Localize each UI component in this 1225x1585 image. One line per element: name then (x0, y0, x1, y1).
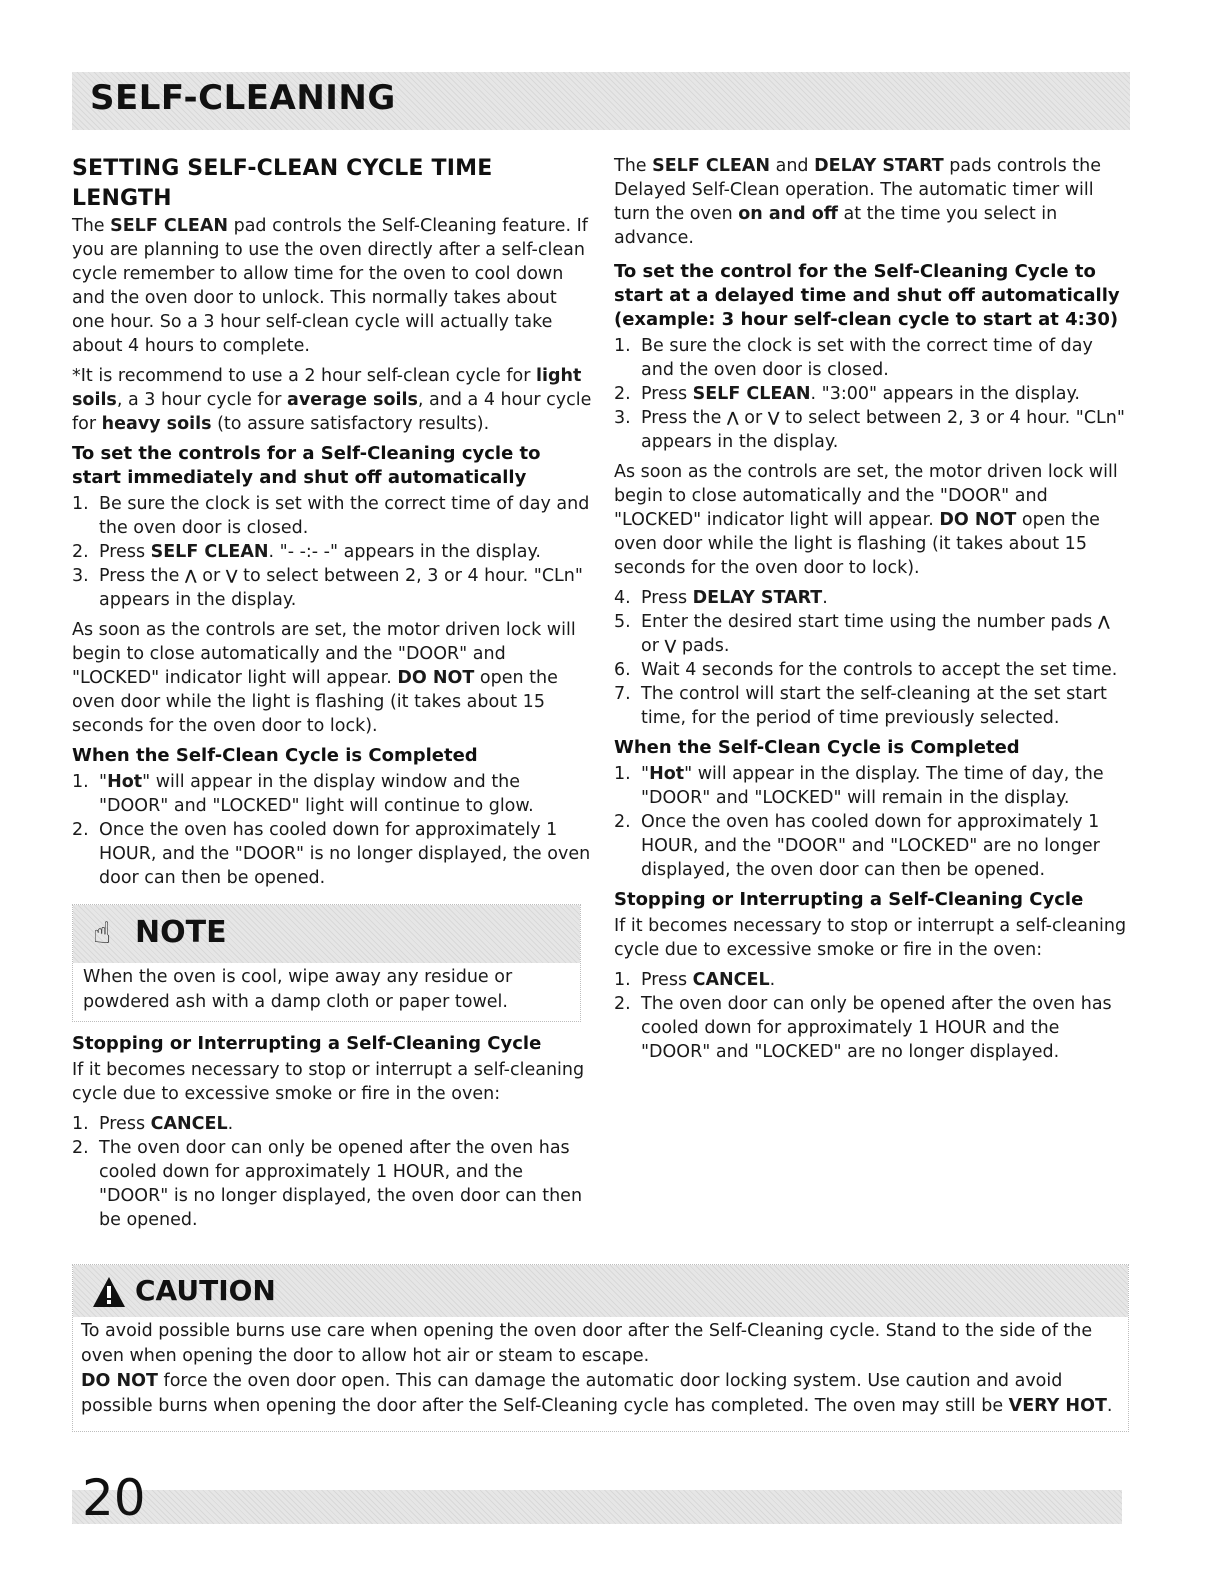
list-item: 4. Press DELAY START. (614, 588, 828, 608)
list-item: 1. "Hot" will appear in the display window and the "DOOR" and "LOCKED" light will continue to glow. (72, 772, 534, 816)
left-column (72, 154, 594, 1238)
up-arrow-icon: ⋀ (726, 410, 739, 426)
completed-steps (72, 770, 594, 890)
stopping-paragraph: If it becomes necessary to stop or interrupt a self-cleaning cycle due to excessive smoke or fire in the oven: (72, 1060, 585, 1104)
stopping-steps (72, 1112, 594, 1232)
list-item: 1. "Hot" will appear in the display. The time of day, the "DOOR" and "LOCKED" will remain in the display. (614, 764, 1104, 808)
recommend-paragraph: *It is recommend to use a 2 hour self-clean cycle for light soils, a 3 hour cycle for average soils, and a 4 hour cycle for heavy soils (to assure satisfactory results). (72, 366, 592, 434)
list-item: 2. Press SELF CLEAN. "- -:- -" appears in the display. (72, 542, 541, 562)
note-title: NOTE (135, 915, 227, 950)
down-arrow-icon: ⋁ (664, 638, 677, 654)
note-box (72, 904, 581, 1022)
section-heading: SETTING SELF-CLEAN CYCLE TIME LENGTH (72, 156, 493, 211)
warning-triangle-icon (91, 1275, 127, 1309)
intro-paragraph: The SELF CLEAN and DELAY START pads controls the Delayed Self-Clean operation. The automatic timer will turn the oven on and off at the time you select in advance. (614, 156, 1101, 248)
immediate-steps (72, 492, 594, 612)
list-item: 3. Press the ⋀ or ⋁ to select between 2, 3 or 4 hour. "CLn" appears in the display. (72, 566, 583, 610)
list-item: 2. The oven door can only be opened after the oven has cooled down for approximately 1 HOUR and the "DOOR" and "LOCKED" are no longer displayed. (614, 994, 1112, 1062)
caution-header-band (73, 1265, 1128, 1317)
right-column (614, 154, 1129, 1070)
up-arrow-icon: ⋀ (184, 568, 197, 584)
list-item: 1. Be sure the clock is set with the correct time of day and the oven door is closed. (72, 494, 590, 538)
caution-paragraph: DO NOT force the oven door open. This can damage the automatic door locking system. Use caution and avoid possible burns when opening the door after the Self-Cleaning cycle has completed. The oven may still be VERY HOT. (81, 1371, 1113, 1416)
up-arrow-icon: ⋀ (1097, 614, 1110, 630)
list-item: 1. Press CANCEL. (72, 1114, 234, 1134)
list-item: 5. Enter the desired start time using the number pads ⋀ or ⋁ pads. (614, 612, 1110, 656)
stopping-heading: Stopping or Interrupting a Self-Cleaning Cycle (72, 1033, 542, 1054)
note-text: When the oven is cool, wipe away any residue or powdered ash with a damp cloth or paper towel. (83, 967, 513, 1012)
list-item: 7. The control will start the self-cleaning at the set start time, for the period of time previously selected. (614, 684, 1107, 728)
completed-steps (614, 762, 1129, 882)
stopping-paragraph: If it becomes necessary to stop or interrupt a self-cleaning cycle due to excessive smoke or fire in the oven: (614, 916, 1127, 960)
caution-box (72, 1264, 1129, 1432)
delayed-heading: To set the control for the Self-Cleaning Cycle to start at a delayed time and shut off automatically (example: 3 hour self-clean cycle to start at 4:30) (614, 261, 1120, 330)
header-band (72, 72, 1130, 130)
completed-heading: When the Self-Clean Cycle is Completed (614, 737, 1020, 758)
lock-paragraph: As soon as the controls are set, the motor driven lock will begin to close automatically and the "DOOR" and "LOCKED" indicator light will appear. DO NOT open the oven door while the light is flashing (it takes about 15 seconds for the oven door to lock). (72, 620, 576, 736)
list-item: 1. Be sure the clock is set with the correct time of day and the oven door is closed. (614, 336, 1093, 380)
list-item: 6. Wait 4 seconds for the controls to accept the set time. (614, 660, 1118, 680)
caution-title: CAUTION (135, 1274, 276, 1307)
list-item: 2. Once the oven has cooled down for approximately 1 HOUR, and the "DOOR" is no longer displayed, the oven door can then be opened. (72, 820, 591, 888)
list-item: 3. Press the ⋀ or ⋁ to select between 2, 3 or 4 hour. "CLn" appears in the display. (614, 408, 1125, 452)
stopping-steps (614, 968, 1129, 1064)
page-title: SELF-CLEANING (90, 78, 396, 118)
note-header-band (73, 905, 580, 963)
pointing-hand-icon: ☝ (93, 916, 112, 951)
lock-paragraph: As soon as the controls are set, the motor driven lock will begin to close automatically and the "DOOR" and "LOCKED" indicator light will appear. DO NOT open the oven door while the light is flashing (it takes about 15 seconds for the oven door to lock). (614, 462, 1118, 578)
list-item: 2. The oven door can only be opened after the oven has cooled down for approximately 1 HOUR, and the "DOOR" is no longer displayed, the oven door can then be opened. (72, 1138, 583, 1230)
caution-paragraph: To avoid possible burns use care when opening the oven door after the Self-Cleaning cycle. Stand to the side of the oven when opening the door to allow hot air or steam to escape. (81, 1321, 1093, 1366)
delayed-steps (614, 334, 1129, 454)
page-number: 20 (82, 1469, 146, 1527)
down-arrow-icon: ⋁ (225, 568, 238, 584)
completed-heading: When the Self-Clean Cycle is Completed (72, 745, 478, 766)
list-item: 2. Once the oven has cooled down for approximately 1 HOUR, and the "DOOR" and "LOCKED" are no longer displayed, the oven door can then be opened. (614, 812, 1100, 880)
caution-text (81, 1319, 1122, 1419)
down-arrow-icon: ⋁ (767, 410, 780, 426)
list-item: 2. Press SELF CLEAN. "3:00" appears in the display. (614, 384, 1080, 404)
intro-paragraph: The SELF CLEAN pad controls the Self-Cleaning feature. If you are planning to use the oven directly after a self-clean cycle remember to allow time for the oven to cool down and the oven door to unlock. This normally takes about one hour. So a 3 hour self-clean cycle will actually take about 4 hours to complete. (72, 216, 588, 356)
delayed-steps-continued (614, 586, 1129, 730)
stopping-heading: Stopping or Interrupting a Self-Cleaning Cycle (614, 889, 1084, 910)
immediate-heading: To set the controls for a Self-Cleaning cycle to start immediately and shut off automatically (72, 443, 541, 488)
list-item: 1. Press CANCEL. (614, 970, 776, 990)
footer-band (72, 1490, 1122, 1524)
